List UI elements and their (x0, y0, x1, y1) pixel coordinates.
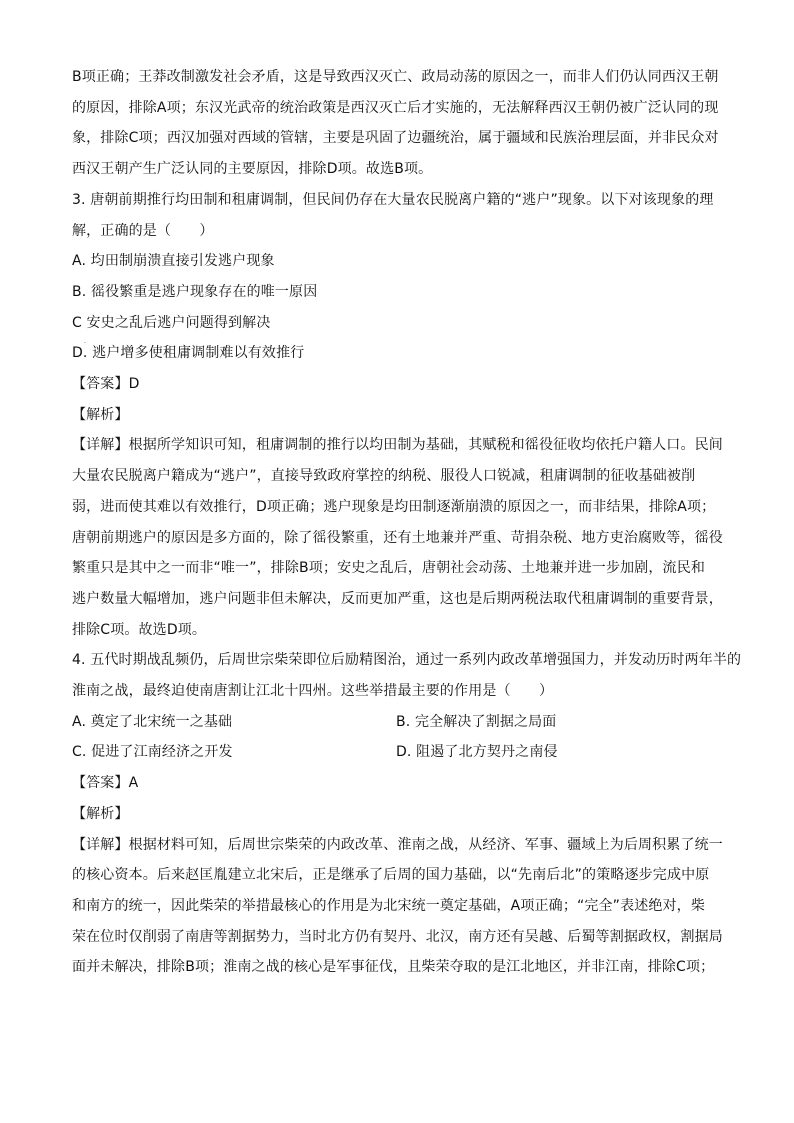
question-3-option-a: A. 均田制崩溃直接引发逃户现象 (72, 253, 275, 270)
explanation-line: 的核心资本。后来赵匡胤建立北宋后，正是继承了后周的国力基础，以“先南后北”的策略逐步完成中原 (72, 867, 710, 884)
document-page (72, 62, 742, 983)
question-4-option-c: C. 促进了江南经济之开发 (72, 744, 233, 761)
text-line: 西汉王朝产生广泛认同的主要原因，排除D项。故选B项。 (72, 161, 433, 178)
explanation-line: 弱，进而使其难以有效推行，D项正确；逃户现象是均田制逐渐崩溃的原因之一，而非结果，排除A项； (72, 498, 716, 515)
explanation-line: 逃户数量大幅增加，逃户问题非但未解决，反而更加严重，这也是后期两税法取代租庸调制的重要背景， (72, 590, 723, 607)
question-4-stem: 4. 五代时期战乱频仍，后周世宗柴荣即位后励精图治，通过一系列内政改革增强国力，并发动历时两年半的 (72, 652, 742, 669)
explanation-line: 和南方的统一，因此柴荣的举措最核心的作用是为北宋统一奠定基础，A项正确；“完全”表述绝对，柴 (72, 897, 705, 914)
explanation-line: 排除C项。故选D项。 (72, 621, 207, 638)
explanation-line: 【详解】根据材料可知，后周世宗柴荣的内政改革、淮南之战，从经济、军事、疆域上为后周积累了统一 (72, 836, 723, 853)
question-3-option-d: D. 逃户增多使租庸调制难以有效推行 (72, 345, 305, 362)
text-line: 的原因，排除A项；东汉光武帝的统治政策是西汉灭亡后才实施的，无法解释西汉王朝仍被广泛认同的现 (72, 99, 719, 116)
explanation-line: 唐朝前期逃户的原因是多方面的，除了徭役繁重，还有土地兼并严重、苛捐杂税、地方吏治腐败等，徭役 (72, 529, 723, 546)
analysis-label: 【解析】 (72, 805, 129, 822)
explanation-line: 大量农民脱离户籍成为“逃户”，直接导致政府掌控的纳税、服役人口锐减，租庸调制的征收基础被削 (72, 468, 696, 485)
stray-dot: . (84, 338, 86, 345)
answer-label: 【答案】A (72, 775, 139, 792)
explanation-line: 繁重只是其中之一而非“唯一”，排除B项；安史之乱后，唐朝社会动荡、土地兼并进一步加剧，流民和 (72, 560, 706, 577)
analysis-label: 【解析】 (72, 406, 129, 423)
explanation-line: 荣在位时仅削弱了南唐等割据势力，当时北方仍有契丹、北汉，南方还有吴越、后蜀等割据政权，割据局 (72, 928, 723, 945)
question-4-stem: 淮南之战，最终迫使南唐割让江北十四州。这些举措最主要的作用是（ ） (72, 683, 554, 700)
question-3-stem: 3. 唐朝前期推行均田制和租庸调制，但民间仍存在大量农民脱离户籍的“逃户”现象。以下对该现象的理 (72, 191, 714, 208)
question-4-options-row (72, 707, 722, 738)
answer-label: 【答案】D (72, 376, 140, 393)
question-3-stem: 解，正确的是（ ） (72, 222, 214, 239)
question-3-option-c: C 安史之乱后逃户问题得到解决 (72, 314, 271, 331)
text-line: B项正确；王莽改制激发社会矛盾，这是导致西汉灭亡、政局动荡的原因之一，而非人们仍认同西汉王朝 (72, 69, 719, 85)
question-4-option-a: A. 奠定了北宋统一之基础 (72, 713, 233, 730)
question-4-options-row (72, 737, 722, 768)
question-3-option-b: B. 徭役繁重是逃户现象存在的唯一原因 (72, 283, 318, 300)
text-line: 象，排除C项；西汉加强对西域的管辖，主要是巩固了边疆统治，属于疆域和民族治理层面，并非民众对 (72, 130, 719, 147)
question-4-option-d: D. 阻遏了北方契丹之南侵 (396, 744, 558, 761)
explanation-line: 【详解】根据所学知识可知，租庸调制的推行以均田制为基础，其赋税和徭役征收均依托户籍人口。民间 (72, 437, 723, 454)
question-4-option-b: B. 完全解决了割据之局面 (396, 713, 557, 730)
explanation-line: 面并未解决，排除B项；淮南之战的核心是军事征伐，且柴荣夺取的是江北地区，并非江南，排除C项； (72, 959, 715, 976)
